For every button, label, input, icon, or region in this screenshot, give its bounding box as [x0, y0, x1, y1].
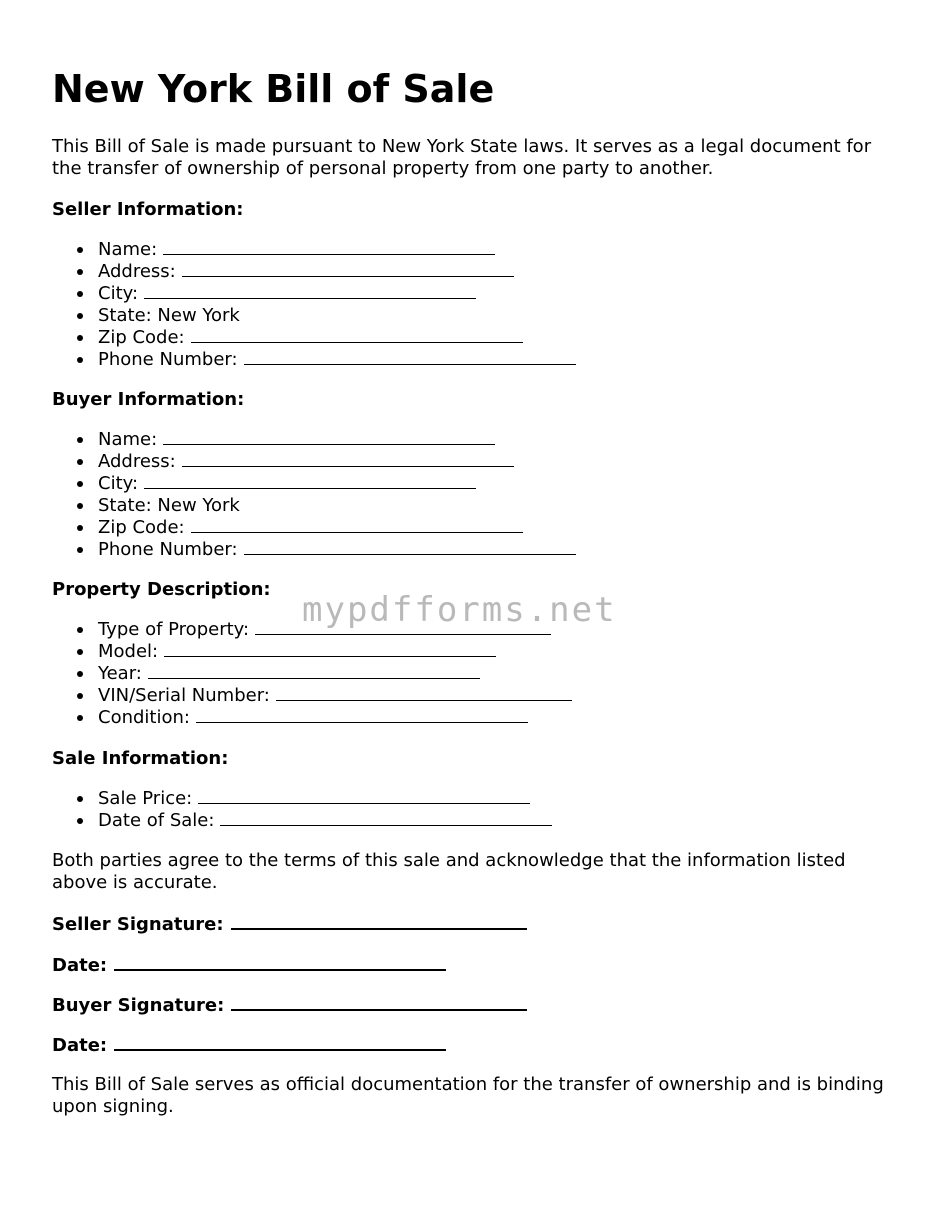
- buyer-name-field[interactable]: [52, 429, 576, 451]
- property-vin-field[interactable]: [52, 685, 572, 707]
- buyer-address-field[interactable]: [52, 451, 576, 473]
- seller-heading: Seller Information:: [52, 199, 244, 220]
- seller-city-field[interactable]: [52, 283, 576, 305]
- buyer-fields: [52, 429, 576, 561]
- field-label: Zip Code:: [98, 327, 185, 348]
- signature-line[interactable]: [114, 1034, 446, 1051]
- blank-line[interactable]: [163, 240, 495, 255]
- seller-fields: [52, 239, 576, 371]
- buyer-heading: Buyer Information:: [52, 389, 245, 410]
- field-label: Year:: [98, 663, 142, 684]
- field-label: Sale Price:: [98, 788, 193, 809]
- signature-line[interactable]: [231, 994, 527, 1011]
- blank-line[interactable]: [148, 664, 480, 679]
- property-fields: [52, 619, 572, 729]
- field-label: Zip Code:: [98, 517, 185, 538]
- blank-line[interactable]: [191, 518, 523, 533]
- buyer-phone-field[interactable]: [52, 539, 576, 561]
- blank-line[interactable]: [144, 284, 476, 299]
- blank-line[interactable]: [244, 350, 576, 365]
- blank-line[interactable]: [276, 686, 572, 701]
- blank-line[interactable]: [198, 789, 530, 804]
- agreement-paragraph: Both parties agree to the terms of this sale and acknowledge that the information listed above is accurate.: [52, 850, 846, 893]
- signature-line[interactable]: [231, 913, 527, 930]
- property-year-field[interactable]: [52, 663, 572, 685]
- buyer-state-field: [52, 495, 576, 517]
- property-heading: Property Description:: [52, 579, 271, 600]
- field-label: State: New York: [98, 305, 240, 326]
- field-label: Date of Sale:: [98, 810, 215, 831]
- buyer-zip-field[interactable]: [52, 517, 576, 539]
- blank-line[interactable]: [144, 474, 476, 489]
- field-label: Phone Number:: [98, 349, 238, 370]
- seller-zip-field[interactable]: [52, 327, 576, 349]
- field-label: Phone Number:: [98, 539, 238, 560]
- seller-address-field[interactable]: [52, 261, 576, 283]
- buyer-signature-label: Buyer Signature:: [52, 995, 225, 1016]
- watermark-text: mypdfforms.net: [302, 590, 617, 630]
- blank-line[interactable]: [182, 262, 514, 277]
- blank-line[interactable]: [191, 328, 523, 343]
- blank-line[interactable]: [244, 540, 576, 555]
- blank-line[interactable]: [163, 430, 495, 445]
- seller-phone-field[interactable]: [52, 349, 576, 371]
- buyer-date-field[interactable]: [52, 1034, 446, 1057]
- buyer-signature-field[interactable]: [52, 994, 527, 1017]
- sale-price-field[interactable]: [52, 788, 552, 810]
- field-label: Address:: [98, 451, 176, 472]
- blank-line[interactable]: [196, 708, 528, 723]
- field-label: Name:: [98, 429, 158, 450]
- seller-name-field[interactable]: [52, 239, 576, 261]
- field-label: VIN/Serial Number:: [98, 685, 270, 706]
- field-label: State: New York: [98, 495, 240, 516]
- blank-line[interactable]: [164, 642, 496, 657]
- page-title: New York Bill of Sale: [52, 67, 495, 111]
- field-label: City:: [98, 473, 139, 494]
- field-label: Type of Property:: [98, 619, 250, 640]
- field-label: Name:: [98, 239, 158, 260]
- seller-state-field: [52, 305, 576, 327]
- blank-line[interactable]: [220, 811, 552, 826]
- intro-paragraph: This Bill of Sale is made pursuant to New York State laws. It serves as a legal document for the transfer of ownership of personal property from one party to another.: [52, 136, 872, 179]
- field-label: City:: [98, 283, 139, 304]
- property-condition-field[interactable]: [52, 707, 572, 729]
- seller-signature-label: Seller Signature:: [52, 914, 224, 935]
- field-label: Address:: [98, 261, 176, 282]
- signature-line[interactable]: [114, 954, 446, 971]
- field-label: Condition:: [98, 707, 190, 728]
- sale-date-field[interactable]: [52, 810, 552, 832]
- closing-paragraph: This Bill of Sale serves as official documentation for the transfer of ownership and is binding upon signing.: [52, 1074, 884, 1117]
- blank-line[interactable]: [182, 452, 514, 467]
- seller-signature-field[interactable]: [52, 913, 527, 936]
- seller-date-label: Date:: [52, 955, 108, 976]
- sale-heading: Sale Information:: [52, 748, 229, 769]
- seller-date-field[interactable]: [52, 954, 446, 977]
- field-label: Model:: [98, 641, 159, 662]
- property-model-field[interactable]: [52, 641, 572, 663]
- buyer-city-field[interactable]: [52, 473, 576, 495]
- buyer-date-label: Date:: [52, 1035, 108, 1056]
- sale-fields: [52, 788, 552, 832]
